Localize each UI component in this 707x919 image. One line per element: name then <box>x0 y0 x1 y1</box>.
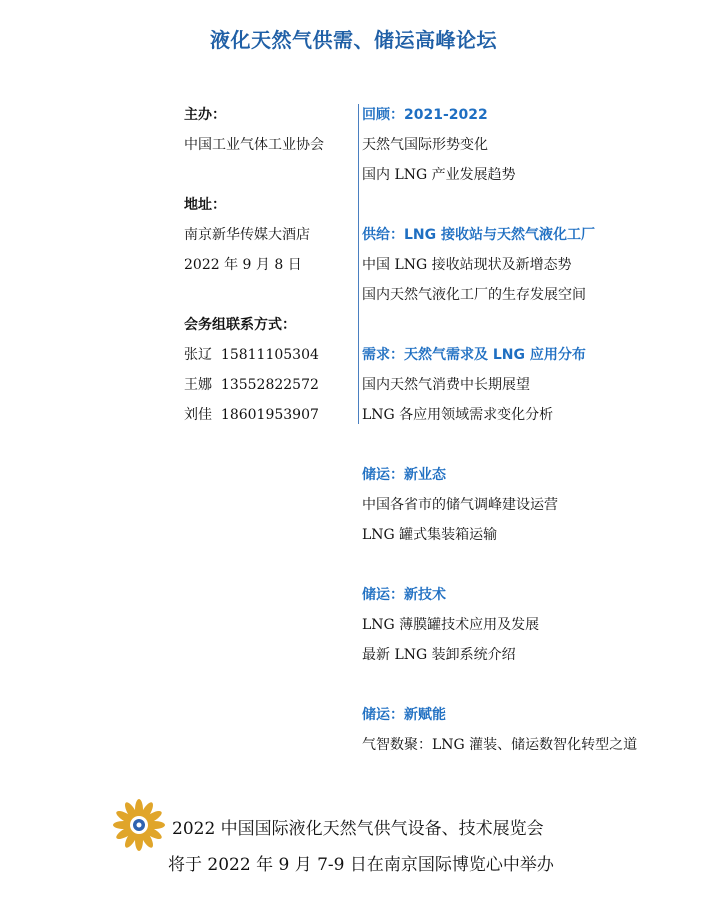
section-heading: 储运：新技术 <box>362 587 446 603</box>
expo-logo-icon <box>112 798 166 852</box>
address-value: 南京新华传媒大酒店 <box>184 227 310 243</box>
contact-phone: 13552822572 <box>220 377 319 393</box>
contact-name: 刘佳 <box>184 407 212 423</box>
host-label: 主办： <box>184 107 226 123</box>
agenda-item: 中国各省市的储气调峰建设运营 <box>362 497 558 513</box>
agenda-item: LNG 薄膜罐技术应用及发展 <box>362 617 540 633</box>
address-label: 地址： <box>184 197 226 213</box>
contact-name: 张辽 <box>184 347 212 363</box>
agenda-item: 天然气国际形势变化 <box>362 137 488 153</box>
contact-row <box>184 374 359 404</box>
agenda-item: LNG 罐式集装箱运输 <box>362 527 498 543</box>
section-heading: 储运：新业态 <box>362 467 446 483</box>
agenda-column <box>362 104 692 764</box>
contact-row <box>184 344 359 374</box>
contact-name: 王娜 <box>184 377 212 393</box>
host-value: 中国工业气体工业协会 <box>184 137 324 153</box>
page-title: 液化天然气供需、储运高峰论坛 <box>210 28 497 52</box>
contact-phone: 18601953907 <box>220 407 319 423</box>
agenda-item: 国内天然气消费中长期展望 <box>362 377 530 393</box>
date-value: 2022 年 9 月 8 日 <box>184 257 302 273</box>
contact-row <box>184 404 359 434</box>
section-heading: 回顾：2021-2022 <box>362 107 488 123</box>
agenda-item: 国内天然气液化工厂的生存发展空间 <box>362 287 586 303</box>
footer-line-1: 2022 中国国际液化天然气供气设备、技术展览会 <box>172 819 544 839</box>
footer-line-2: 将于 2022 年 9 月 7-9 日在南京国际博览心中举办 <box>168 855 554 875</box>
agenda-item: LNG 各应用领域需求变化分析 <box>362 407 554 423</box>
agenda-item: 中国 LNG 接收站现状及新增态势 <box>362 257 572 273</box>
info-column <box>184 104 359 434</box>
agenda-item: 最新 LNG 装卸系统介绍 <box>362 647 516 663</box>
section-heading: 需求：天然气需求及 LNG 应用分布 <box>362 347 586 363</box>
contact-label: 会务组联系方式： <box>184 317 296 333</box>
section-heading: 储运：新赋能 <box>362 707 446 723</box>
agenda-item: 气智数聚：LNG 灌装、储运数智化转型之道 <box>362 737 638 753</box>
contact-phone: 15811105304 <box>220 347 319 363</box>
section-heading: 供给：LNG 接收站与天然气液化工厂 <box>362 227 596 243</box>
agenda-item: 国内 LNG 产业发展趋势 <box>362 167 516 183</box>
